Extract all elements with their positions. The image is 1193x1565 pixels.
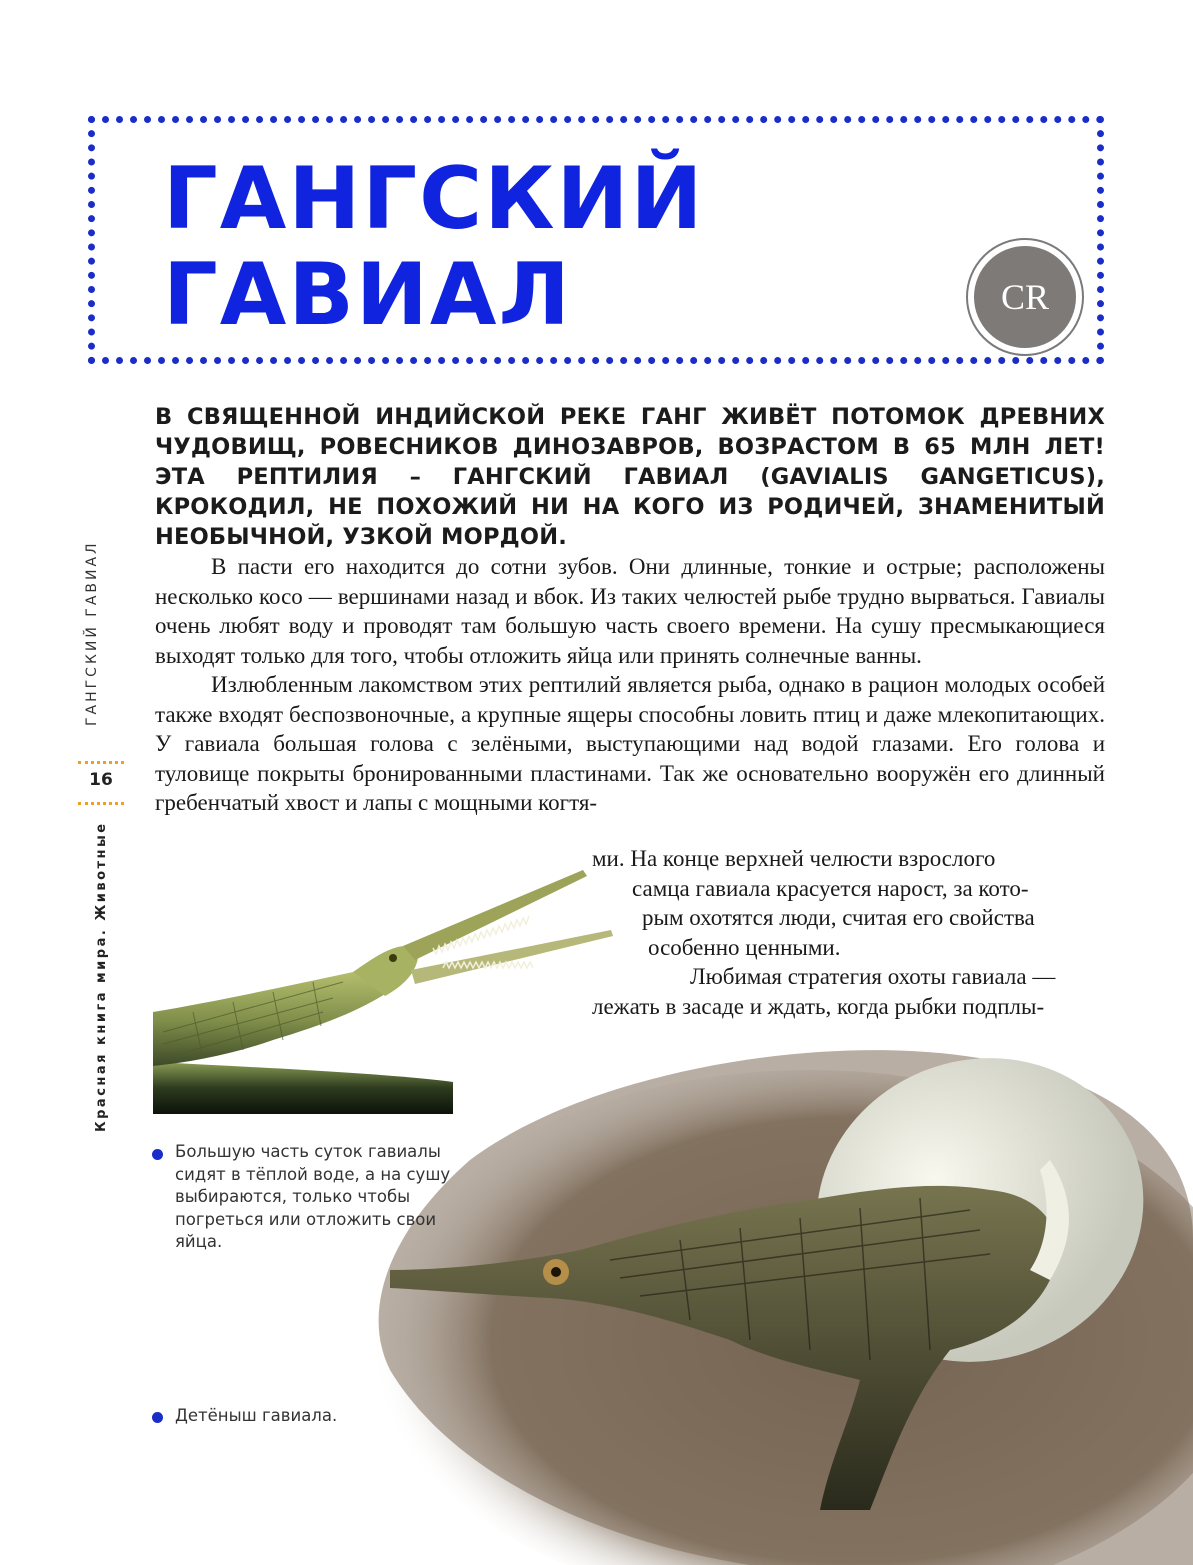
lead-paragraph: В СВЯЩЕННОЙ ИНДИЙСКОЙ РЕКЕ ГАНГ ЖИВЁТ ПОТОМОК ДРЕВНИХ ЧУДОВИЩ, РОВЕСНИКОВ ДИНОЗАВРОВ, ВОЗРАСТОМ В 65 МЛН ЛЕТ! ЭТА РЕПТИЛИЯ – ГАНГСКИЙ ГАВИАЛ (GAVIALIS GANGETICUS), КРОКОДИЛ, НЕ ПОХОЖИЙ НИ НА КОГО ИЗ РОДИЧЕЙ, ЗНАМЕНИТЫЙ НЕОБЫЧНОЙ, УЗКОЙ МОРДОЙ. xyxy=(155,404,1105,550)
divider xyxy=(78,802,124,805)
running-head: ГАНГСКИЙ ГАВИАЛ xyxy=(84,540,100,726)
page-title xyxy=(163,151,705,343)
body-line: лежать в засаде и ждать, когда рыбки подплы- xyxy=(592,993,1045,1019)
body-line: Любимая стратегия охоты гавиала — xyxy=(690,964,1056,989)
body-paragraph-1: В пасти его находится до сотни зубов. Они длинные, тонкие и острые; расположены несколько косо — вершинами назад и вбок. Из таких челюстей рыбе трудно вырваться. Гавиалы очень любят воду и проводят там большую часть своего времени. На сушу пресмыкающиеся выходят только для того, чтобы отложить яйца или принять солнечные ванны. xyxy=(155,554,1105,668)
caption-bullet xyxy=(152,1149,163,1160)
body-line: самца гавиала красуется нарост, за кото- xyxy=(632,875,1029,901)
article-body xyxy=(155,552,1105,818)
divider xyxy=(78,761,124,764)
caption-hatchling: Детёныш гавиала. xyxy=(175,1406,338,1425)
page-title-line-2: ГАВИАЛ xyxy=(163,245,572,345)
caption-adult: Большую часть суток гавиалы сидят в тёплой воде, а на сушу выбираются, только чтобы погреться или отложить свои яйца. xyxy=(175,1142,451,1251)
body-line: особенно ценными. xyxy=(648,934,841,960)
body-paragraph-2: Излюбленным лакомством этих рептилий является рыба, однако в рацион молодых особей также входят беспозвоночные, а крупные ящеры способны ловить птиц и даже млекопитающих. У гавиала большая голова с зелёными, выступающими над водой глазами. Его голова и туловище покрыты бронированными пластинами. Так же основательно вооружён его длинный гребенчатый хвост и лапы с мощными когтя- xyxy=(155,672,1105,815)
book-title: Красная книга мира. Животные xyxy=(94,821,109,1132)
conservation-status-label: CR xyxy=(974,246,1076,348)
title-frame xyxy=(88,116,1104,364)
article-body-continued xyxy=(592,844,1105,1021)
conservation-status-badge xyxy=(966,238,1084,356)
page-number: 16 xyxy=(89,770,113,790)
hatchling-gharial-photo xyxy=(350,1040,1193,1565)
caption-bullet xyxy=(152,1412,163,1423)
page-title-line-1: ГАНГСКИЙ xyxy=(163,149,705,249)
body-line: рым охотятся люди, считая его свойства xyxy=(642,905,1035,930)
body-line: ми. На конце верхней челюсти взрослого xyxy=(592,846,996,871)
